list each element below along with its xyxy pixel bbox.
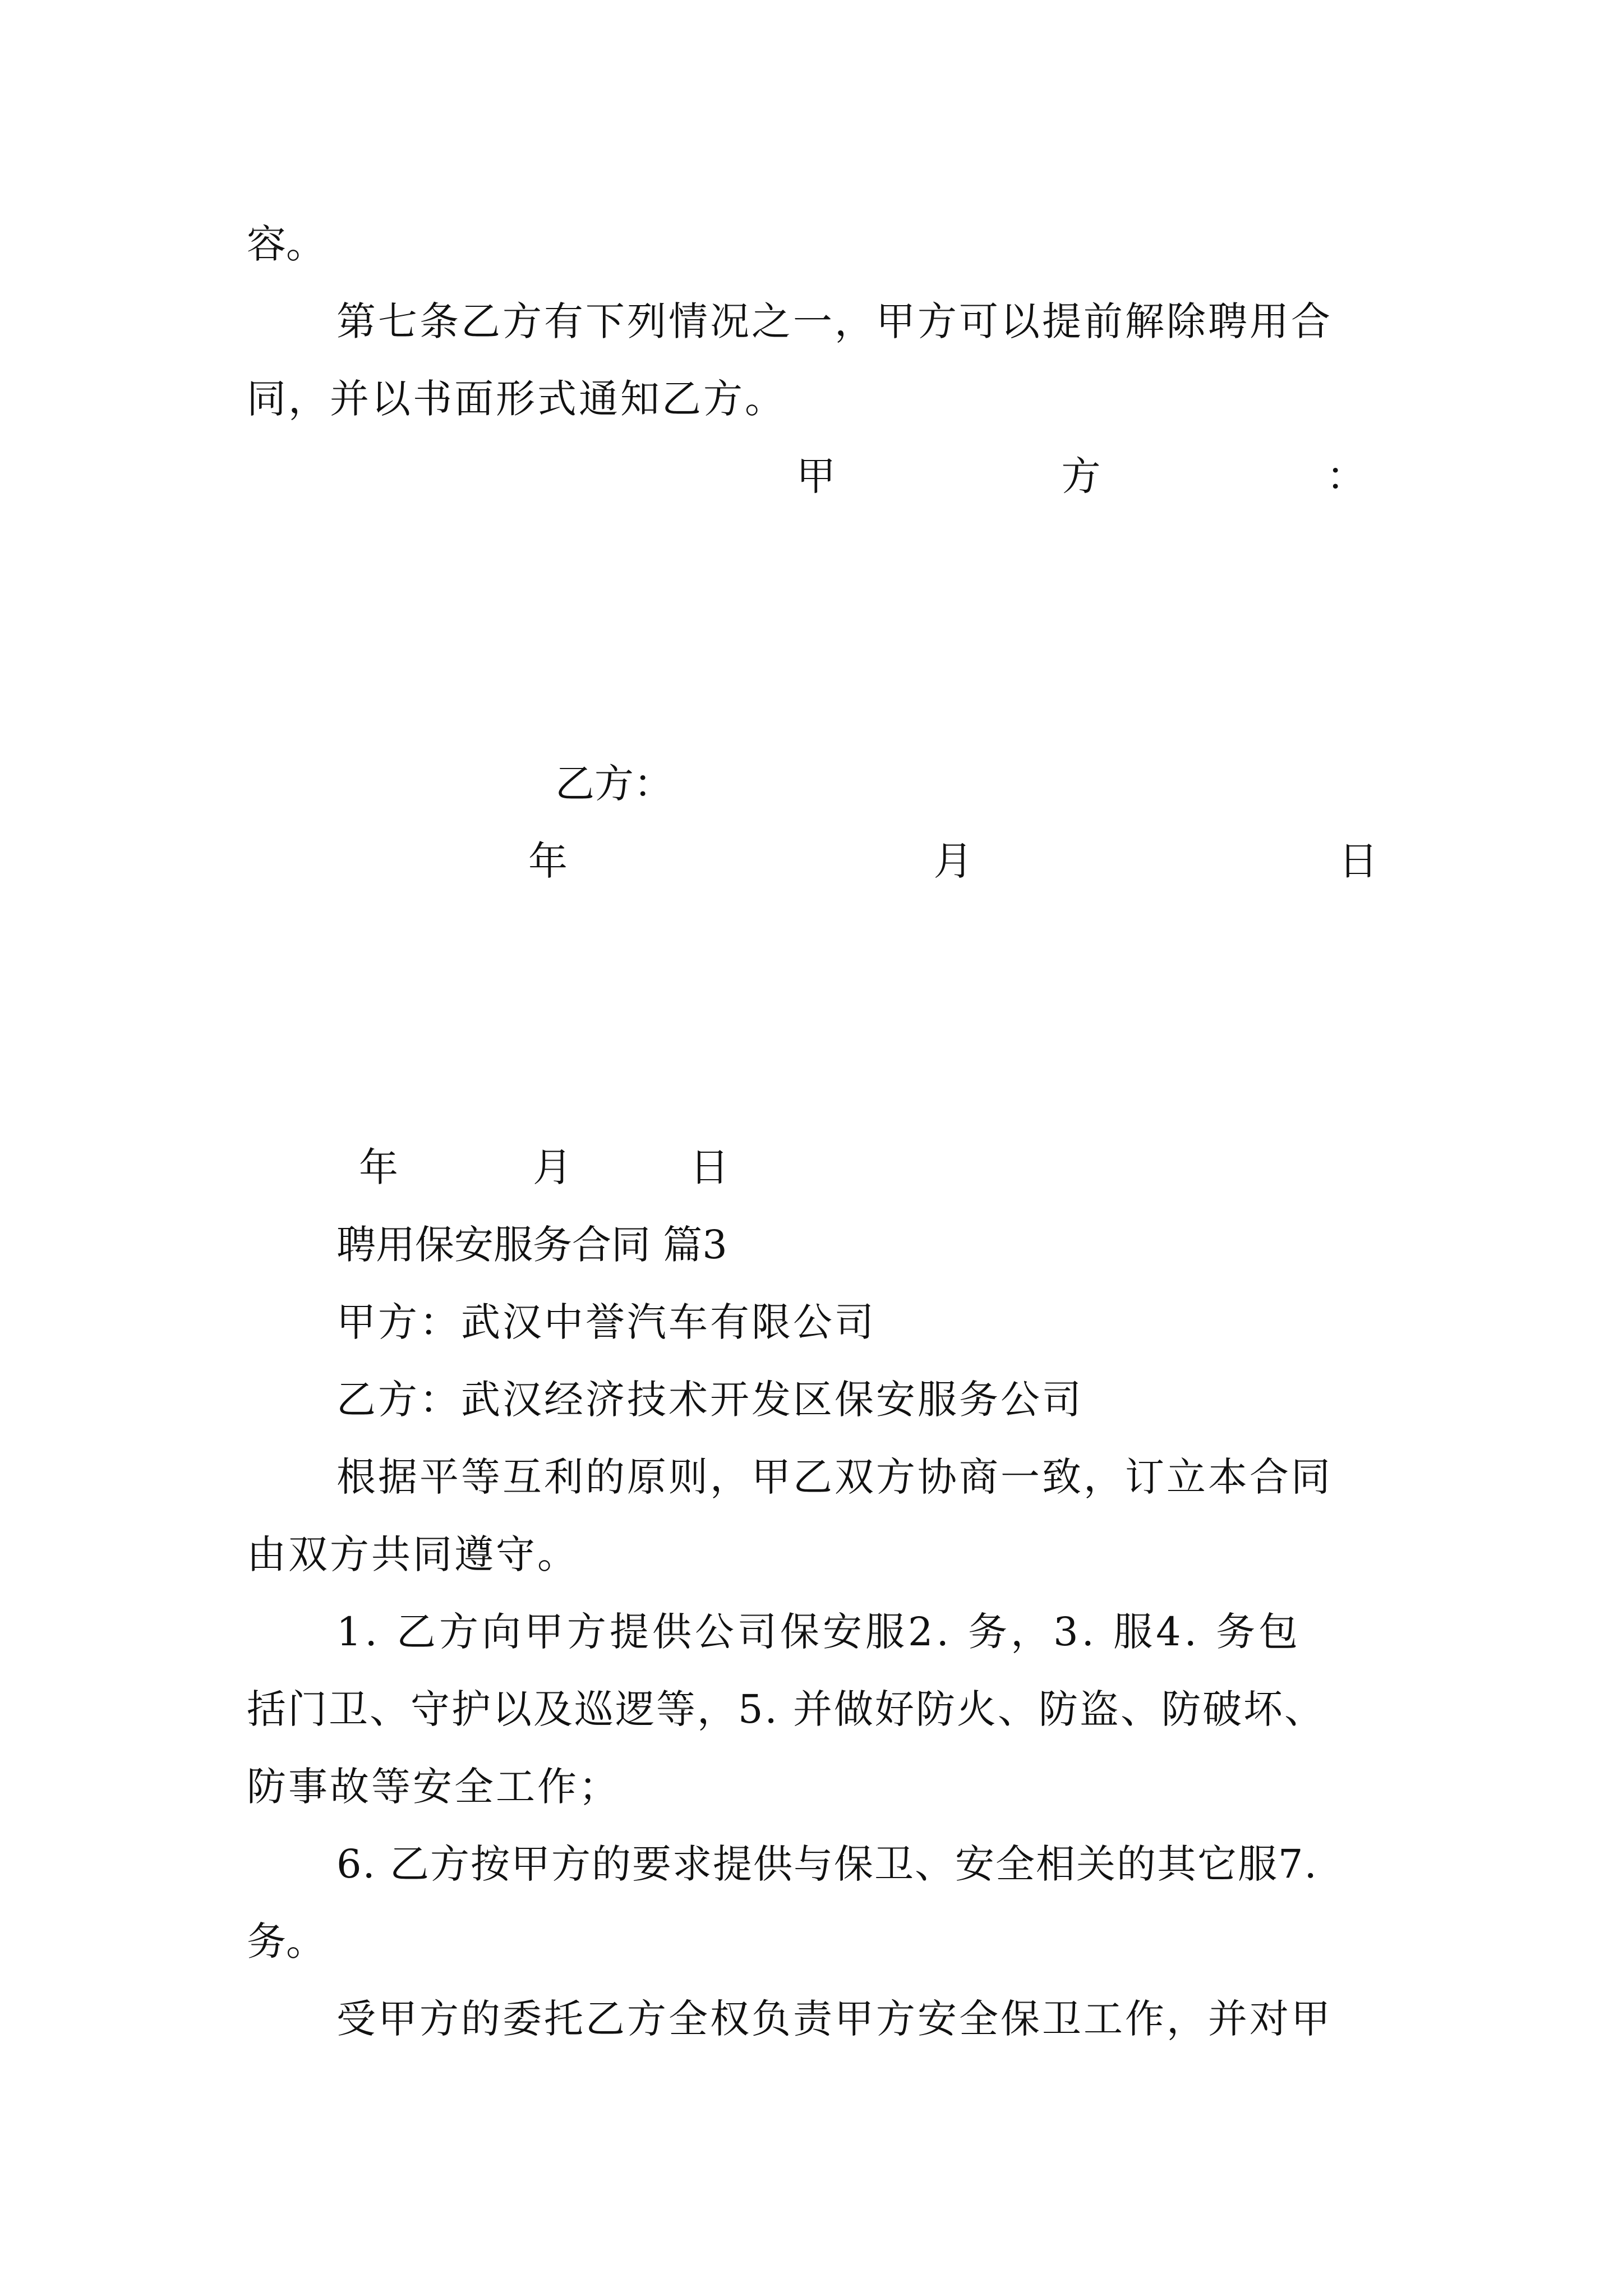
date-year: 年 xyxy=(359,1144,398,1190)
text-line: 防事故等安全工作； xyxy=(247,1764,620,1810)
text-line: 6. 乙方按甲方的要求提供与保卫、安全相关的其它服7. xyxy=(336,1841,1318,1887)
text-line: 容。 xyxy=(247,221,325,267)
date-line xyxy=(359,1144,729,1190)
date-month: 月 xyxy=(533,1144,572,1190)
date-day: 日 xyxy=(1339,838,1378,884)
date-month: 月 xyxy=(933,838,973,884)
text-line: 受甲方的委托乙方全权负责甲方安全保卫工作，并对甲 xyxy=(336,1996,1332,2042)
sig-char: 甲 xyxy=(796,453,836,499)
date-day: 日 xyxy=(690,1144,729,1190)
text-line: 第七条乙方有下列情况之一，甲方可以提前解除聘用合 xyxy=(336,298,1332,344)
party-b-line: 乙方：武汉经济技术开发区保安服务公司 xyxy=(336,1377,1083,1423)
signature-date xyxy=(528,838,1378,884)
text-line: 同，并以书面形式通知乙方。 xyxy=(247,376,786,422)
signature-party-b: 乙方： xyxy=(555,761,673,807)
party-a-line: 甲方：武汉中誉汽车有限公司 xyxy=(336,1299,876,1345)
sig-colon: ： xyxy=(1326,453,1366,499)
date-year: 年 xyxy=(528,838,568,884)
text-line: 1. 乙方向甲方提供公司保安服2. 务，3. 服4. 务包 xyxy=(336,1609,1302,1655)
text-line: 括门卫、守护以及巡逻等，5. 并做好防火、防盗、防破坏、 xyxy=(247,1686,1326,1732)
section-heading: 聘用保安服务合同 篇3 xyxy=(336,1222,727,1268)
text-line: 务。 xyxy=(247,1918,325,1964)
sig-char: 方 xyxy=(1061,453,1101,499)
text-line: 由双方共同遵守。 xyxy=(247,1531,579,1577)
text-line: 根据平等互利的原则，甲乙双方协商一致，订立本合同 xyxy=(336,1454,1332,1500)
signature-party-a xyxy=(796,453,1366,499)
